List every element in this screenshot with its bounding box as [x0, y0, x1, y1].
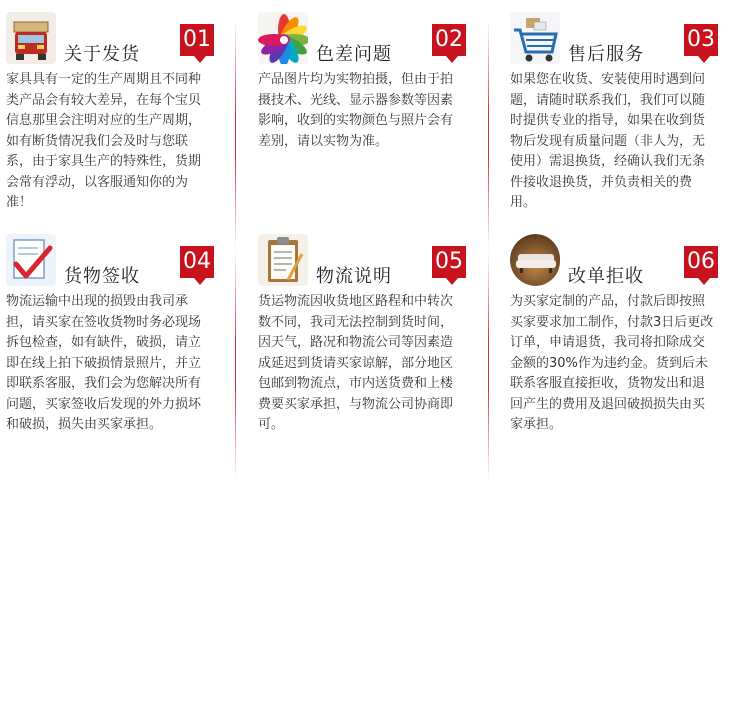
card-text: 家具具有一定的生产周期且不同种类产品会有较大差异，在每个宝贝信息那里会注明对应的生产周期，如有断货情况我们会及时与您联系，由于家具生产的特殊性，货期会常有浮动，以客服通知你的为准！	[6, 72, 202, 210]
card-number-badge: 06	[684, 246, 718, 278]
sofa-photo-icon	[510, 234, 560, 286]
card-title: 物流说明	[316, 266, 392, 287]
card-number-badge: 02	[432, 24, 466, 56]
column-divider	[235, 250, 236, 480]
card-text: 如果您在收货、安装使用时遇到问题，请随时联系我们，我们可以随时提供专业的指导，如果在收到货物后发现有质量问题（非人为，无使用）需退换货，经确认我们无条件接收退换货，并负责相关的费用。	[510, 72, 706, 210]
card-number-badge: 04	[180, 246, 214, 278]
card-title: 货物签收	[64, 266, 140, 287]
card-title: 关于发货	[64, 44, 140, 65]
checkmark-form-icon	[6, 234, 56, 286]
delivery-truck-icon	[6, 12, 56, 64]
card-number-badge: 03	[684, 24, 718, 56]
card-title: 售后服务	[568, 44, 644, 65]
clipboard-icon	[258, 234, 308, 286]
column-divider	[488, 20, 489, 250]
color-palette-icon	[258, 12, 308, 64]
column-divider	[235, 20, 236, 250]
card-number-badge: 05	[432, 246, 466, 278]
column-divider	[488, 250, 489, 480]
card-text: 货运物流因收货地区路程和中转次数不同，我司无法控制到货时间，因天气，路况和物流公司等因素造成延迟到货请买家谅解，部分地区包邮到物流点，市内送货费和上楼费要买家承担，与物流公司协商即可。	[258, 294, 454, 432]
card-title: 改单拒收	[568, 266, 644, 287]
card-number-badge: 01	[180, 24, 214, 56]
card-title: 色差问题	[316, 44, 392, 65]
card-text: 物流运输中出现的损毁由我司承担，请买家在签收货物时务必现场拆包检查，如有缺件，破损，请立即在线上拍下破损情景照片，并立即联系客服，我们会为您解决所有问题，买家签收后发现的外力损坏和破损，损失由买家承担。	[6, 294, 202, 432]
card-text: 产品图片均为实物拍摄，但由于拍摄技术、光线、显示器参数等因素影响，收到的实物颜色与照片会有差别，请以实物为准。	[258, 72, 454, 149]
card-text: 为买家定制的产品，付款后即按照买家要求加工制作，付款3日后更改订单，申请退货，我司将扣除成交金额的30%作为违约金。货到后未联系客服直接拒收，货物发出和退回产生的费用及退回破损损失由买家承担。	[510, 294, 714, 432]
shopping-cart-icon	[510, 12, 560, 64]
